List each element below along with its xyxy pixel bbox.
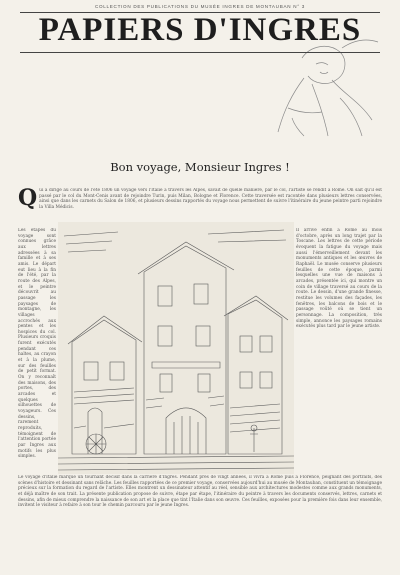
house-engraving-illustration: [58, 222, 294, 474]
right-column-text: Il arrive enfin à Rome au mois d'octobre, après un long trajet par la Toscane. Les lettres de cette période évoquent la fatigue du voyage mais aussi l'émerveillement devant les monuments antiques et les œuvres de Raphaël. Le musée conserve plusieurs feuilles de cette époque, parmi lesquelles une vue de maisons à arcades, présentée ici, qui montre un coin de village traversé au cours de la route. Le dessin, d'une grande finesse, restitue les volumes des façades, les fenêtres, les balcons de bois et le passage voûté où se tient un personnage. La composition, très simple, annonce les paysages romains exécutés plus tard par le jeune artiste.: [296, 228, 382, 330]
masthead-title: PAPIERS D'INGRES: [38, 12, 362, 48]
intro-text: ui a dirigé au cours de l'été 1806 un voyage vers l'Italie à travers les Alpes, savait de quelle manière, par le col, l'artiste se rendit à Rome. On sait qu'il est passé par le col du Mont-Cenis avant de rejoindre Turin, puis Milan, Bologne et Florence. Cette traversée est racontée dans plusieurs lettres conservées, ainsi que dans les carnets du Salon de 1806, et plusieurs dessins rapportés du voyage nous permettent de suivre l'itinéraire du jeune peintre parti rejoindre la Villa Médicis.: [39, 188, 382, 210]
collection-line: COLLECTION DES PUBLICATIONS DU MUSÉE INGRES DE MONTAUBAN N° 3: [94, 4, 306, 9]
left-column: [18, 228, 56, 474]
left-column-text: Les étapes du voyage sont connues grâce aux lettres adressées à sa famille et à ses amis. Le départ eut lieu à la fin de l'été, par la route des Alpes, et le peintre découvrit au passage les paysages de montagne, les villages accrochés aux pentes et les hospices du col. Plusieurs croquis furent exécutés pendant ces haltes, au crayon et à la plume, sur des feuilles de petit format. On y reconnaît des maisons, des portes, des arcades et quelques silhouettes de voyageurs. Ces dessins, rarement reproduits, témoignent de l'attention portée par Ingres aux motifs les plus simples.: [18, 228, 56, 460]
article-headline: Bon voyage, Monsieur Ingres !: [110, 160, 290, 174]
right-column: [296, 228, 382, 474]
drop-cap: Q: [18, 188, 38, 211]
bottom-text: Le voyage d'Italie marque un tournant décisif dans la carrière d'Ingres. Pendant près de vingt années, il vivra à Rome puis à Florence, peignant des portraits, des scènes d'histoire et dessinant sans relâche. Les feuilles rapportées de ce premier voyage, conservées aujourd'hui au musée de Montauban, constituent un témoignage précieux sur la formation du regard de l'artiste. Elles montrent un dessinateur attentif au réel, sensible aux architectures modestes comme aux grands monuments, et déjà maître de son trait. La présente publication propose de suivre, étape par étape, l'itinéraire du peintre à travers les documents conservés, lettres, carnets et dessins, afin de mieux comprendre la naissance de son art et la place que tint l'Italie dans son œuvre. Ces feuilles, exposées pour la première fois dans leur ensemble, invitent le visiteur à refaire à son tour le chemin parcouru par le jeune Ingres.: [18, 475, 382, 509]
masthead-rule-bottom: [20, 52, 380, 53]
bottom-text-block: [18, 475, 382, 565]
